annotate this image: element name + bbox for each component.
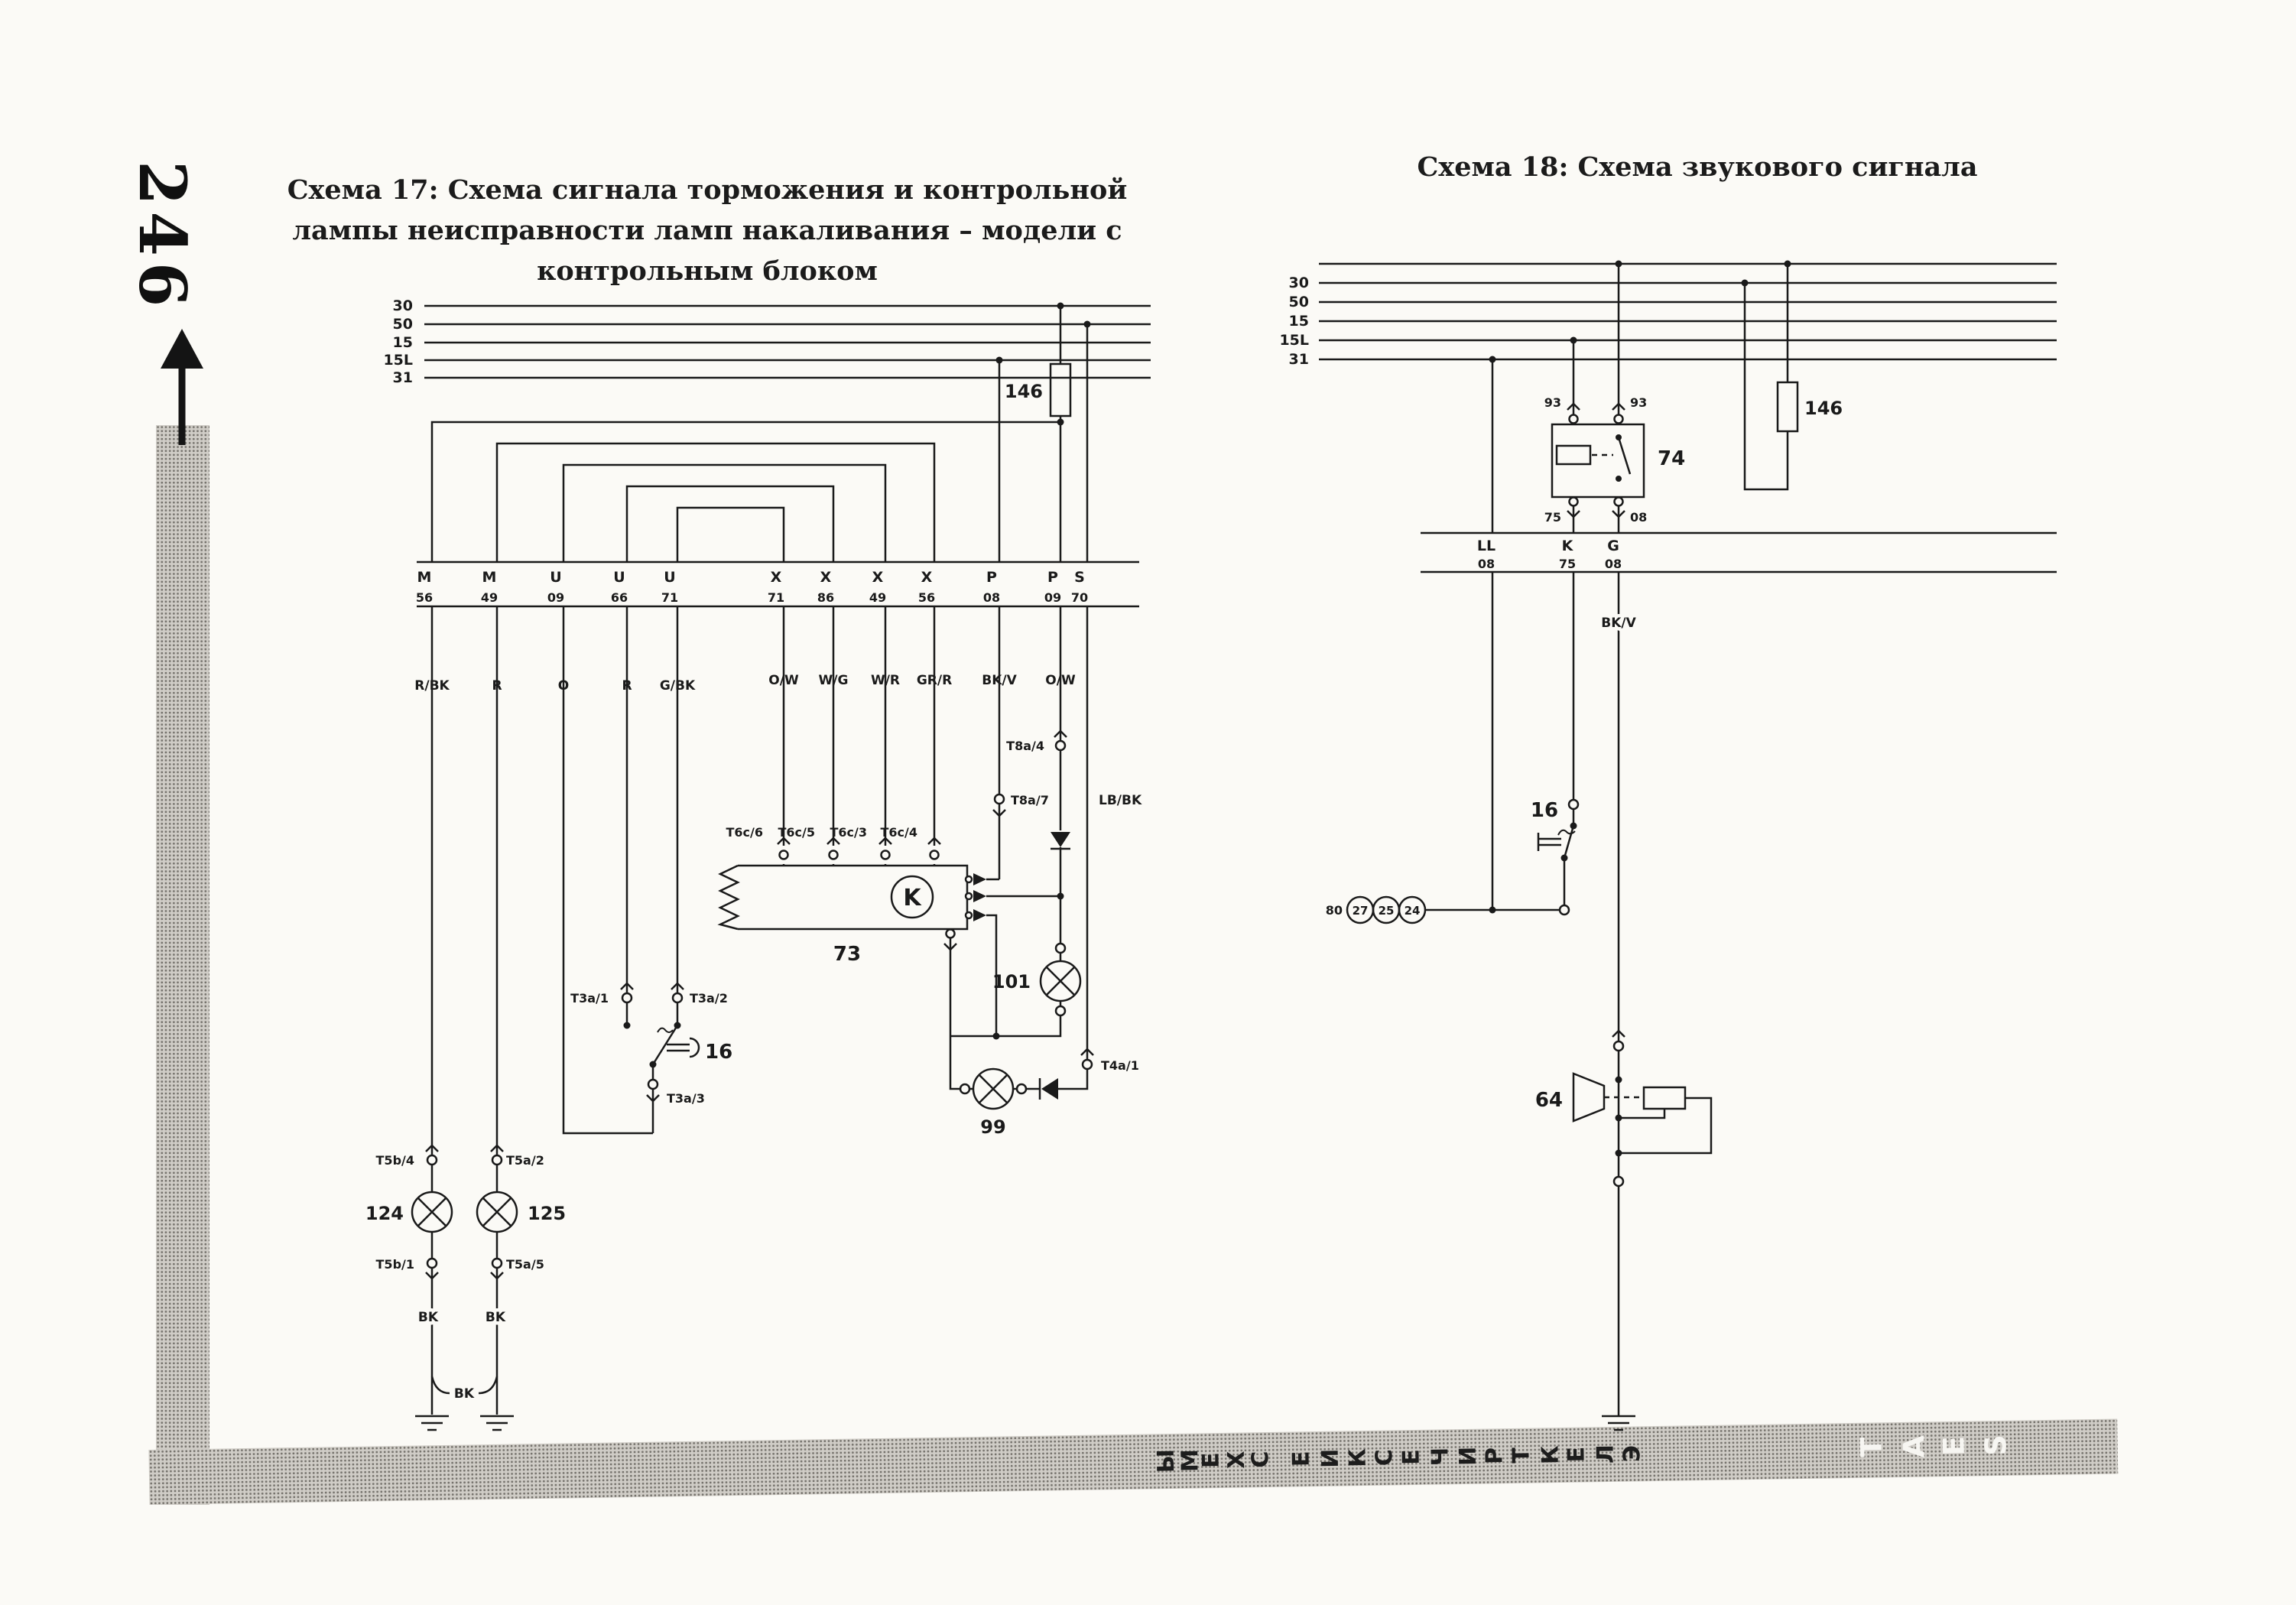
page-arrow-icon — [161, 329, 203, 445]
terminal-letter: M — [482, 569, 497, 586]
switch-16-label: 16 — [1530, 799, 1559, 822]
connector-label: T6c/6 — [726, 825, 763, 840]
tab-text-letter: Ы — [1152, 1448, 1180, 1473]
terminal-number: 49 — [869, 590, 887, 605]
terminal-letter: M — [417, 569, 432, 586]
connector-label: T6c/5 — [778, 825, 815, 840]
relay-pin-label: 08 — [1630, 510, 1648, 525]
terminal-letter: X — [770, 569, 782, 586]
wire-label: O/W — [768, 673, 799, 688]
horn-64 — [1573, 1074, 1711, 1153]
connector-label: T3a/2 — [690, 991, 728, 1006]
tab-text-letter: И — [1317, 1448, 1345, 1469]
wire-label-bk-joint: BK — [453, 1386, 475, 1402]
wire-label: R/BK — [414, 678, 450, 694]
relay-pin-label: 93 — [1630, 395, 1648, 410]
bus-label: 15L — [383, 352, 413, 369]
terminal-number: 86 — [817, 590, 835, 605]
wire-label: LB/BK — [1099, 793, 1142, 808]
bus-label: 30 — [392, 297, 413, 314]
terminal-strip-18 — [1421, 533, 2057, 572]
terminal-letter: U — [664, 569, 676, 586]
wire-label: O — [557, 678, 570, 694]
page-number: 246 — [125, 161, 200, 314]
tab-text-letter: Л — [1592, 1444, 1619, 1464]
bus-label: 15 — [392, 334, 413, 351]
plug-number: 24 — [1404, 904, 1421, 918]
connector-label: T3a/1 — [570, 991, 609, 1006]
terminal-letter: X — [872, 569, 884, 586]
fuse-146-symbol — [1051, 364, 1070, 416]
bus-label: 30 — [1288, 275, 1309, 291]
brand-letter: T — [1854, 1437, 1888, 1457]
tab-text-letter: Э — [1619, 1444, 1646, 1463]
tab-text-letter: Т — [1508, 1447, 1535, 1464]
terminal-number: 75 — [1558, 557, 1577, 571]
lamp-101-label: 101 — [992, 971, 1031, 993]
horn-feed-wire — [1602, 572, 1635, 1430]
terminal-number: 71 — [661, 590, 679, 605]
plug-number: 27 — [1352, 904, 1369, 918]
brake-lamp-circuits — [412, 606, 517, 1430]
brand-letter: A — [1897, 1434, 1931, 1458]
terminal-number: 09 — [547, 590, 565, 605]
terminal-letter: U — [550, 569, 562, 586]
bkv-wire-17 — [993, 606, 1005, 879]
horn-button-16 — [1538, 572, 1578, 915]
connector-label: T6c/3 — [830, 825, 867, 840]
lamp-124-label: 124 — [365, 1203, 404, 1224]
horn-64-label: 64 — [1534, 1089, 1563, 1112]
connector-label: T8a/7 — [1011, 793, 1049, 807]
fuse-146-label: 146 — [1804, 398, 1843, 419]
bus-label: 31 — [392, 369, 413, 386]
terminal-number: 08 — [1477, 557, 1495, 571]
scheme17-diagram — [365, 297, 1151, 1430]
scheme18-title-line1: Схема 18: Схема звукового сигнала — [1417, 151, 1978, 183]
relay-74-label: 74 — [1658, 447, 1686, 470]
scheme18-diagram — [1279, 261, 2057, 1431]
wire-label: W/G — [818, 673, 849, 688]
wire-label: R — [622, 678, 632, 694]
tab-text-letter: Е — [1288, 1451, 1315, 1467]
bus-label: 15L — [1279, 332, 1309, 349]
bus-lines-18 — [1319, 264, 2057, 359]
terminal-letter: U — [613, 569, 625, 586]
connector-label: T5b/1 — [375, 1257, 414, 1272]
wire-label: G/BK — [659, 678, 696, 694]
terminal-letter: G — [1607, 538, 1619, 554]
plug-number: 25 — [1378, 904, 1395, 918]
terminal-number: 70 — [1070, 590, 1089, 605]
tab-text-letter: Р — [1481, 1447, 1508, 1465]
bus-label: 15 — [1288, 313, 1309, 330]
relay-pin-label: 93 — [1544, 395, 1561, 410]
wire-label: O/W — [1045, 673, 1076, 688]
wire-label: W/R — [870, 673, 901, 688]
bus-lines-17 — [424, 306, 1151, 378]
scheme17-title-line3: контрольным блоком — [537, 255, 878, 287]
wire-label: BK/V — [1601, 616, 1636, 631]
brand-letter: E — [1937, 1435, 1971, 1457]
connector-label: T3a/3 — [667, 1091, 705, 1106]
connector-label: T5b/4 — [375, 1153, 414, 1168]
wire-label: GR/R — [916, 673, 953, 688]
tab-text-letter: Е — [1197, 1452, 1225, 1469]
terminal-number: 08 — [1604, 557, 1622, 571]
tab-text-letter: Ч — [1427, 1447, 1454, 1467]
connector-label: T4a/1 — [1101, 1058, 1139, 1073]
terminal-letter: K — [1561, 538, 1573, 554]
tab-text-letter: И — [1454, 1446, 1482, 1467]
wire-label-bk: BK — [417, 1310, 439, 1325]
relay-pin-label: 75 — [1544, 510, 1561, 525]
connector-label: T8a/4 — [1006, 739, 1044, 753]
fuse-146-label: 146 — [1004, 381, 1043, 402]
unit-73-label: 73 — [833, 943, 862, 966]
tab-text-letter: К — [1537, 1445, 1564, 1465]
fuse-146-branch — [1742, 261, 1798, 490]
terminal-letter: S — [1074, 569, 1085, 586]
wire-label: BK/V — [982, 673, 1017, 688]
tab-text-letter: С — [1247, 1451, 1275, 1468]
wiring-loops-17 — [432, 422, 1060, 562]
terminal-number: 56 — [917, 590, 936, 605]
brand-letter: S — [1979, 1434, 2013, 1457]
bus-label: 50 — [392, 316, 413, 333]
scheme17-title-line2: лампы неисправности ламп накаливания – модели с — [292, 215, 1122, 246]
unit-symbol-K: K — [903, 885, 921, 911]
tab-text-letter: М — [1177, 1448, 1204, 1473]
lamp-125-label: 125 — [528, 1203, 567, 1224]
tab-text-letter: Е — [1398, 1449, 1425, 1466]
terminal-number: 08 — [982, 590, 1001, 605]
tab-text-letter: К — [1344, 1448, 1372, 1468]
lamp-99-label: 99 — [980, 1116, 1006, 1138]
plug-80-label: 80 — [1325, 903, 1343, 918]
terminal-letter: P — [1047, 569, 1058, 586]
scheme17-title-line1: Схема 17: Схема сигнала торможения и контрольной — [287, 174, 1128, 206]
terminal-letters-17 — [417, 569, 1085, 586]
terminal-letter: LL — [1476, 538, 1496, 554]
terminal-number: 09 — [1044, 590, 1062, 605]
terminal-numbers-17 — [416, 590, 1088, 605]
connector-label: T6c/4 — [880, 825, 917, 840]
terminal-number: 56 — [415, 590, 434, 605]
wire-label: R — [492, 678, 502, 694]
junction-dots-top-17 — [996, 303, 1091, 426]
control-unit-73 — [720, 866, 1060, 1036]
switch-16-label: 16 — [705, 1041, 733, 1064]
terminal-letter: X — [921, 569, 933, 586]
terminal-letter: P — [986, 569, 997, 586]
bus-label: 31 — [1288, 351, 1309, 368]
connector-label: T5a/2 — [506, 1153, 544, 1168]
terminal-number: 49 — [480, 590, 498, 605]
tab-text-letter: Е — [1563, 1446, 1590, 1463]
tab-text-letter: С — [1371, 1448, 1398, 1467]
terminal-number: 71 — [767, 590, 785, 605]
wire-label-bk: BK — [485, 1310, 506, 1325]
junction-dot — [1489, 356, 1496, 363]
connector-label: T5a/5 — [506, 1257, 544, 1272]
bus-label: 50 — [1288, 294, 1309, 310]
terminal-number: 66 — [610, 590, 628, 605]
tab-text-letter: Х — [1223, 1451, 1251, 1469]
terminal-letter: X — [820, 569, 832, 586]
